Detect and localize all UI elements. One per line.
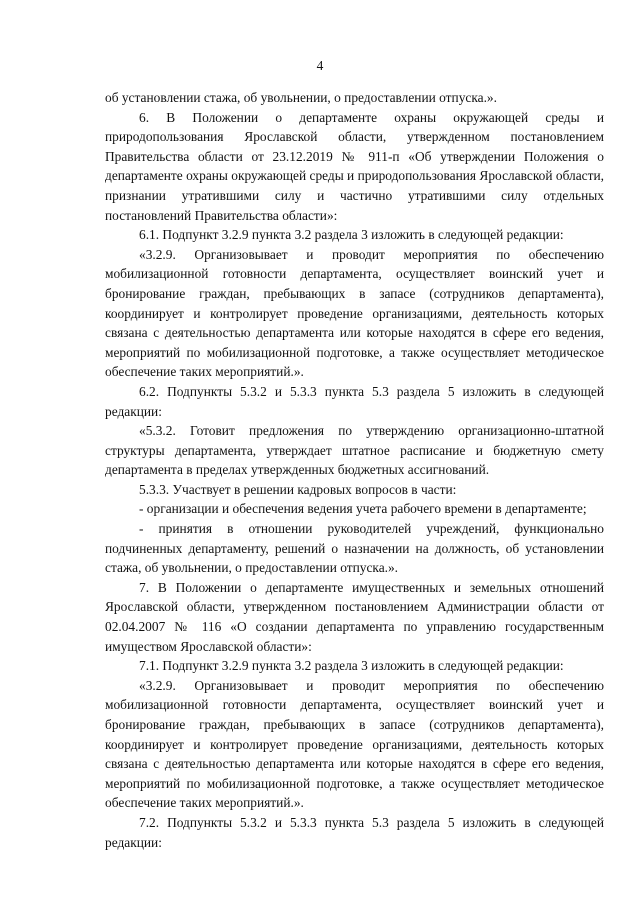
paragraph: 5.3.3. Участвует в решении кадровых вопросов в части: xyxy=(139,481,457,497)
document-body xyxy=(105,88,604,852)
paragraph: 6.2. Подпункты 5.3.2 и 5.3.3 пункта 5.3 раздела 5 изложить в следующей редакции: xyxy=(105,383,604,419)
paragraph: 7.2. Подпункты 5.3.2 и 5.3.3 пункта 5.3 раздела 5 изложить в следующей редакции: xyxy=(105,814,604,850)
paragraph: - принятия в отношении руководителей учреждений, функционально подчиненных департаменту, решений о назначении на должность, об установлении стажа, об увольнении, о предоставлении отпуска.». xyxy=(105,521,604,576)
paragraph: 6.1. Подпункт 3.2.9 пункта 3.2 раздела 3 изложить в следующей редакции: xyxy=(139,227,564,243)
paragraph: об установлении стажа, об увольнении, о предоставлении отпуска.». xyxy=(105,90,497,105)
page-number: 4 xyxy=(316,58,324,73)
paragraph: 7.1. Подпункт 3.2.9 пункта 3.2 раздела 3 изложить в следующей редакции: xyxy=(139,658,564,674)
paragraph: 7. В Положении о департаменте имущественных и земельных отношений Ярославской области, утвержденном постановлением Администрации области от 02.04.2007 № 116 «О создании департамента по управлению государственным имуществом Ярославской области»: xyxy=(105,579,604,654)
paragraph: «5.3.2. Готовит предложения по утверждению организационно-штатной структуры департамента, утверждает штатное расписание и бюджетную смету департамента в пределах утвержденных бюджетных ассигнований. xyxy=(105,423,604,478)
paragraph: - организации и обеспечения ведения учета рабочего времени в департаменте; xyxy=(139,501,587,517)
paragraph: 6. В Положении о департаменте охраны окружающей среды и природопользования Ярославской области, утвержденном постановлением Правительства области от 23.12.2019 № 911-п «Об утверждении Положения о департаменте охраны окружающей среды и природопользования Ярославской области, признании утратившими силу и частично утратившими силу отдельных постановлений Правительства области»: xyxy=(105,109,604,223)
paragraph: «3.2.9. Организовывает и проводит мероприятия по обеспечению мобилизационной готовности департамента, осуществляет воинский учет и бронирование граждан, пребывающих в запасе (сотрудников департамента), координирует и контролирует проведение организациями, деятельность которых связана с деятельностью департамента или которые находятся в сфере его ведения, мероприятий по мобилизационной подготовке, а также осуществляет методическое обеспечение таких мероприятий.». xyxy=(105,677,604,811)
paragraph: «3.2.9. Организовывает и проводит мероприятия по обеспечению мобилизационной готовности департамента, осуществляет воинский учет и бронирование граждан, пребывающих в запасе (сотрудников департамента), координирует и контролирует проведение организациями, деятельность которых связана с деятельностью департамента или которые находятся в сфере его ведения, мероприятий по мобилизационной подготовке, а также осуществляет методическое обеспечение таких мероприятий.». xyxy=(105,246,604,380)
